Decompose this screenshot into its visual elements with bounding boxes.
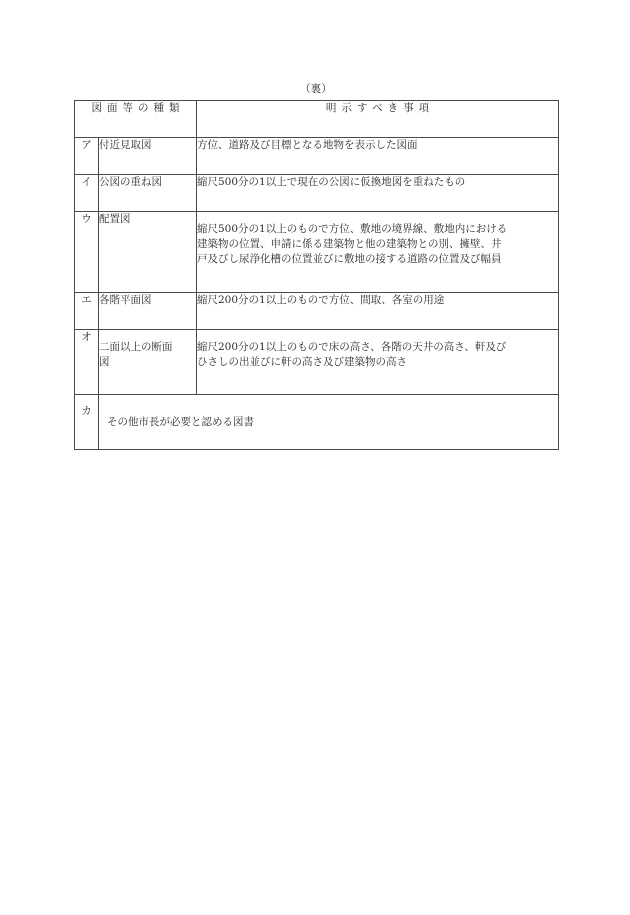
row-drawing-name: 各階平面図: [99, 293, 197, 330]
header-cell-required-items: [197, 101, 559, 138]
drawing-types-table: [74, 100, 559, 450]
table-row: [75, 175, 559, 212]
description-line: 縮尺500分の1以上で現在の公図に仮換地図を重ねたもの: [197, 176, 466, 188]
row-description: [197, 138, 559, 175]
table-row: [75, 395, 559, 450]
row-drawing-name: 付近見取図: [99, 138, 197, 175]
row-description: [197, 330, 559, 395]
table-row: [75, 330, 559, 395]
description-line: 建築物の位置、申請に係る建築物と他の建築物との別、擁壁、井: [197, 238, 502, 250]
drawing-name-line: 図: [99, 356, 110, 368]
header-label-drawing-type: 図面等の種類: [91, 102, 185, 114]
header-cell-drawing-type: [75, 101, 197, 138]
row-description: [197, 293, 559, 330]
table-row: [75, 293, 559, 330]
description-line: 縮尺500分の1以上のもので方位、敷地の境界線、敷地内における: [197, 223, 508, 235]
side-marker: （裏）: [299, 83, 333, 95]
description-line: その他市長が必要と認める図書: [107, 415, 254, 428]
row-index: カ: [75, 395, 99, 450]
table-row: [75, 212, 559, 293]
row-index: ア: [75, 138, 99, 175]
description-line: 縮尺200分の1以上のもので床の高さ、各階の天井の高さ、軒及び: [197, 341, 507, 353]
row-description: [197, 212, 559, 293]
row-index: ウ: [75, 212, 99, 293]
row-drawing-name: 公図の重ね図: [99, 175, 197, 212]
description-line: ひさしの出並びに軒の高さ及び建築物の高さ: [197, 356, 407, 368]
table-header-row: [75, 101, 559, 138]
row-index: イ: [75, 175, 99, 212]
row-drawing-name: [99, 330, 197, 395]
row-index: エ: [75, 293, 99, 330]
row-description: [99, 395, 559, 450]
description-line: 戸及びし尿浄化槽の位置並びに敷地の接する道路の位置及び幅員: [197, 253, 502, 265]
description-line: 方位、道路及び目標となる地物を表示した図面: [197, 139, 418, 151]
row-description: [197, 175, 559, 212]
header-label-required-items: 明示すべき事項: [325, 102, 435, 114]
row-drawing-name: 配置図: [99, 212, 197, 293]
description-line: 縮尺200分の1以上のもので方位、間取、各室の用途: [197, 294, 445, 306]
drawing-name-line: 二面以上の断面: [99, 341, 173, 353]
table-row: [75, 138, 559, 175]
row-index: オ: [75, 330, 99, 395]
